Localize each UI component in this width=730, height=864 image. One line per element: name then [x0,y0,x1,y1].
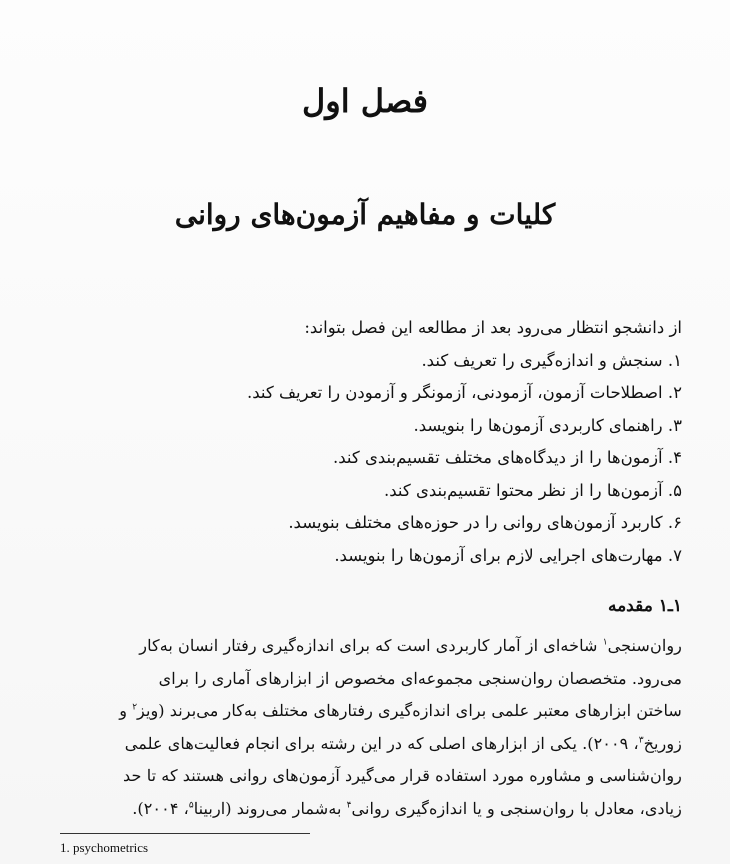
footnote-marker: ۴ [346,800,352,811]
objective-item: ۷. مهارت‌های اجرایی لازم برای آزمون‌ها را بنویسد. [334,545,682,565]
body-text-segment: ، ۲۰۰۹). یکی از ابزارهای اصلی که در این رشته برای انجام فعالیت‌های علمی [124,733,639,753]
body-text-segment: به‌شمار می‌روند (اربینا [193,798,347,818]
body-text-segment: ، ۲۰۰۴). [132,798,189,818]
body-text-segment: زوریخ [643,733,682,753]
body-text-segment: روان‌سنجی [607,636,682,655]
body-text-segment: شاخه‌ای از آمار کاربردی است که برای اندازه‌گیری رفتار انسان به‌کار [139,636,603,655]
chapter-subtitle: کلیات و مفاهیم آزمون‌های روانی [174,198,556,231]
footnote-text: 1. psychometrics [60,840,149,855]
objective-item: ۳. راهنمای کاربردی آزمون‌ها را بنویسد. [413,415,682,435]
body-text-segment: ساختن ابزارهای معتبر علمی برای اندازه‌گیری رفتارهای مختلف به‌کار می‌برند (ویز [137,701,682,721]
body-line [42,793,682,826]
learning-objectives [42,312,682,572]
body-text-segment: روان‌شناسی و مشاوره مورد استفاده قرار می‌گیرد آزمون‌های روانی هستند که تا حد [123,766,682,786]
body-line [42,630,682,663]
objective-item: ۴. آزمون‌ها را از دیدگاه‌های مختلف تقسیم‌بندی کند. [333,448,682,467]
footnote-marker: ۲ [132,702,138,713]
footnote-marker: ۳ [638,735,644,746]
objective-item: ۱. سنجش و اندازه‌گیری را تعریف کند. [421,350,682,370]
objective-item: ۶. کاربرد آزمون‌های روانی را در حوزه‌های مختلف بنویسد. [288,513,682,532]
footnote-marker: ۱ [602,637,608,648]
footnote-divider [60,833,310,834]
footnote-marker: ۵ [188,800,194,811]
section-body [42,630,682,826]
body-text-segment: می‌رود. متخصصان روان‌سنجی مجموعه‌ای مخصوص از ابزارهای آماری را برای [158,668,682,688]
body-text-segment: زیادی، معادل با روان‌سنجی و یا اندازه‌گیری روانی [351,798,682,818]
body-line [42,695,682,728]
section-heading: ۱ـ۱ مقدمه [607,596,682,616]
body-line [42,663,682,696]
objectives-intro: از دانشجو انتظار می‌رود بعد از مطالعه این فصل بتواند: [304,318,682,337]
chapter-title: فصل اول [301,82,428,120]
objective-item: ۲. اصطلاحات آزمون، آزمودنی، آزمونگر و آزمودن را تعریف کند. [246,383,682,402]
body-line [42,728,682,761]
body-text-segment: و [119,701,133,721]
objective-item: ۵. آزمون‌ها را از نظر محتوا تقسیم‌بندی کند. [383,480,682,500]
body-line [42,760,682,793]
